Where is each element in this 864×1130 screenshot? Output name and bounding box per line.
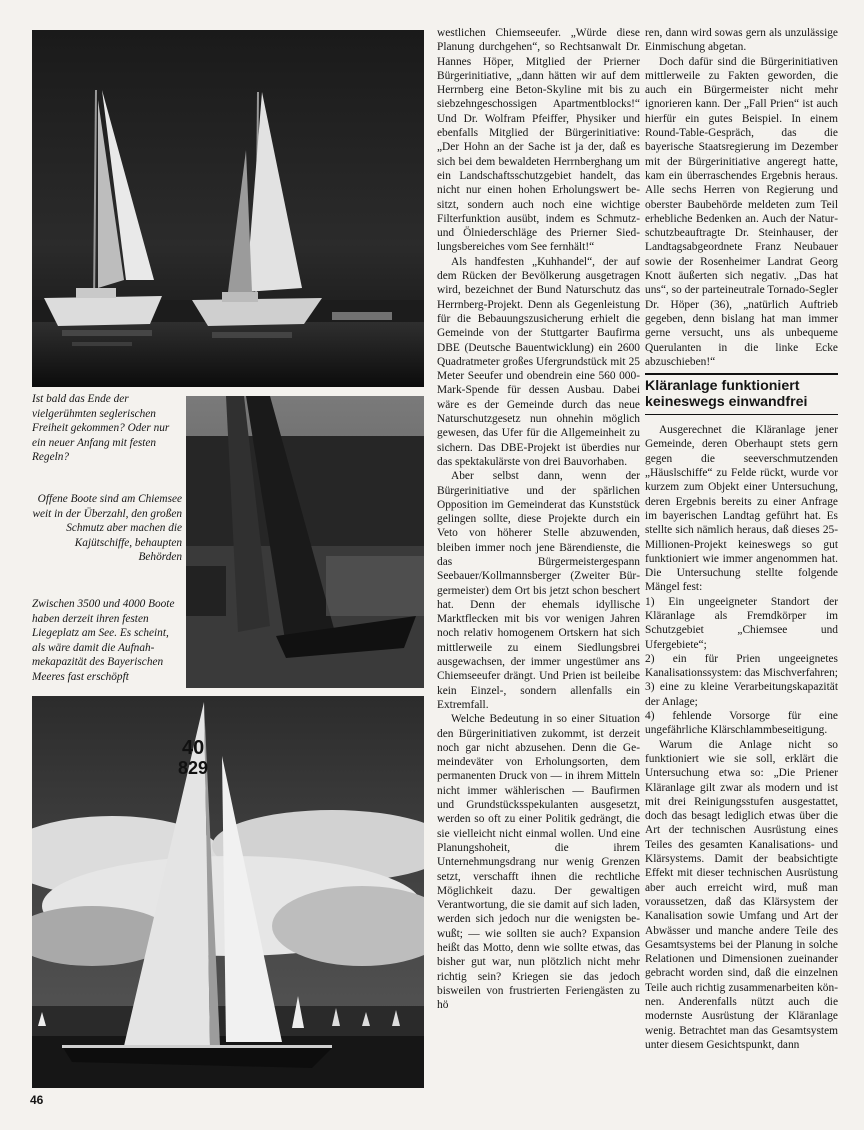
- caption-open-boats: Offene Boote sind am Chiemsee weit in der Überzahl, den großen Schmutz aber machen die Kajütschiffe, behaupten Behörden: [32, 493, 182, 564]
- col1-paragraph-3: Aber selbst dann, wenn der Bürgerinitiative und der spärlichen Opposition im Gemeinderat das Kunststück gelingen sollte, diese Projekte durch ein Veto von höherer Stelle abzuwenden, bleiben immer noch jene Bärendienste, die das Bürgermeistergespann Seebauer/Kollmannsberger (Zweiter Bürgermeister) dem Ort bis jetzt schon beschert hat. Denn der ehemals idyllische Marktflecken mit bis vor wenigen Jahren noch relativ homogenem Ortskern hat sich mittlerweile zu einem Siedlungsbrei ausgewachsen, der immer ungestümer ans Chiemseeufer drängt. Und Prien ist beileibe kein Einzel-, sondern allenfalls ein Extremfall.: [437, 470, 640, 711]
- list-item-4: 4) fehlende Vorsorge für eine ungefährliche Klärschlammbeseitigung.: [645, 710, 838, 737]
- col2-paragraph-1: ren, dann wird sowas gern als unzulässige Einmischung abgetan.: [645, 27, 838, 54]
- page-number: 46: [30, 1093, 44, 1107]
- col2-paragraph-4: Warum die Anlage nicht so funktioniert wie sie soll, erklärt die Untersuchung etwa so: „Die Priener Kläranlage gilt zwar als modern und ist mit drei Reinigungsstufen ausgestattet, doch das besagt lediglich etwas über die Art der technischen Ausrüstung eines Teiles des gesamten Kanalisations- und Klärsystems. Damit der beabsichtigte Effekt mit dieser technischen Ausrüstung aber auch erreicht wird, muß man voraussetzen, daß das Klärsystem der Kanalisation sowie Umfang und Art der Abwässer und manche andere Teile des Gesamtsystems bei der Planung in solche Relationen und Dimensionen zueinander gebracht worden sind, daß die einzelnen Teile auch richtig zusammenarbeiten können. Anderenfalls nützt auch die modernste Ausrüstung der Kläranlage wenig. Betrachtet man das Gesamtsystem unter diesem Gesichtspunkt, dann: [645, 738, 838, 1051]
- col1-paragraph-1: westlichen Chiemseeufer. „Würde diese Planung durchgehen“, so Rechtsanwalt Dr. Hannes Höper, Mitglied der Prierner Bürgerinitiative, „dann hätten wir auf dem Herrnberg eine Beton-Skyline mit bis zu siebzehngeschossigen Apartmentblocks!“ Und Dr. Wolfram Pfeiffer, Physiker und ebenfalls Mitglied der Bürgerinitiative: „Der Hohn an der Sache ist ja der, daß es sich bei dem bewaldeten Herrnberghang um ein Landschaftsschutzgebiet handelt, das nicht nur einen hohen Erholungswert besitzt, sondern auch noch eine wichtige Filterfunktion ausübt, indem es Schmutz- und Ölniederschläge des Prierner Siedlungsbereiches vom See fernhält!“: [437, 27, 640, 254]
- caption-freedom: Ist bald das Ende der vielgerühmten seglerischen Freiheit gekommen? Oder nur ein neuer Anfang mit festen Regeln?: [32, 393, 170, 464]
- sail-number-bottom: 829: [178, 758, 209, 778]
- sail-number-top: 40: [182, 737, 205, 759]
- col1-paragraph-4: Welche Bedeutung in so einer Situation den Bürgerinitiativen zukommt, ist derzeit noch gar nicht abzusehen. Denn die Gemeindeväter von Erholungsorten, dem permanenten Druck von — in ihrem Mitteln nicht immer wählerischen — Baufirmen und Grundstücksspekulanten ausgesetzt, werden so oft zu einer Politik gedrängt, die sie vielleicht nicht einmal wollen. Und eine Planungshoheit, die ihrem Unternehmungsdrang nur wenig Grenzen setzt, verschafft ihnen die rechtliche Möglichkeit dazu. Der gewaltigen Verantwortung, die sie damit auf sich laden, werden sich jedoch nur die wenigsten bewußt; — wie sollten sie auch? Expansion heißt das Motto, denn wie sollte etwas, das bisher gut war, nun plötzlich nicht mehr richtig sein? Kriegen sie das jedoch bisweilen von frustrierten Feriengästen zu hö: [437, 713, 640, 1012]
- photo-regatta-sail: [32, 696, 424, 1088]
- section-headline: Kläranlage funktioniert keineswegs einwandfrei: [645, 373, 838, 415]
- list-item-1: 1) Ein ungeeigneter Standort der Kläranlage als Fremdkörper im Schutzgebiet „Chiemsee und Ufergebiete“;: [645, 595, 838, 651]
- caption-moorings: Zwischen 3500 und 4000 Boote haben derzeit ihren festen Liegeplatz am See. Es scheint, als wäre damit die Aufnahmekapazität des Bayerischen Meeres fast erschöpft: [32, 598, 175, 683]
- article-column-2: [645, 26, 838, 1052]
- photo-open-boats: [186, 396, 424, 688]
- col2-paragraph-3: Ausgerechnet die Kläranlage jener Gemeinde, deren Oberhaupt stets gern gegen die seeverschmutzenden „Häuslschiffe“ zu Felde rückt, wurde vor kurzem zum Objekt einer Untersuchung, deren Ergebnis bereits zu einer Anfrage im bayerischen Landtag geführt hat. Es stellte sich nämlich heraus, daß dieses 25-Millionen-Projekt keineswegs so gut funktioniert wie immer angenommen hat. Die Untersuchung stellte folgende Mängel fest:: [645, 424, 838, 594]
- photo-yachts-dusk: [32, 30, 424, 387]
- list-item-3: 3) eine zu kleine Verarbeitungskapazität der Anlage;: [645, 681, 838, 708]
- list-item-2: 2) ein für Prien ungeeignetes Kanalisationssystem: das Mischverfahren;: [645, 652, 838, 680]
- col2-paragraph-2: Doch dafür sind die Bürgerinitiativen mittlerweile zu Fakten geworden, die auch ein Bürgermeister nicht mehr ignorieren kann. Der „Fall Prien“ ist auch hierfür ein gutes Beispiel. In einem Round-Table-Gespräch, das die bayerische Staatsregierung im Dezember mit der Bürgerinitiative angeregt hatte, kam ein überraschendes Ergebnis heraus. Alle sechs Herren von Regierung und oberster Baubehörde meldeten zum Teil erhebliche Bedenken an. Auch der Naturschutzbeauftragte Dr. Steinhauser, der Landtagsabgeordnete Franz Neubauer sowie der Rosenheimer Landrat Georg Knott äußerten sich negativ. „Das hat uns“, so der parteineutrale Tornado-Segler Dr. Höper (36), „natürlich Auftrieb gegeben, denn bislang hat man immer gerne versucht, uns als unbequeme Querulanten in die linke Ecke abzuschieben!“: [645, 55, 838, 368]
- article-column-1: [437, 26, 640, 1012]
- col1-paragraph-2: Als handfesten „Kuhhandel“, der auf dem Rücken der Bevölkerung ausgetragen wird, bezeichnet der Bund Naturschutz das Herrnberg-Projekt. Denn als Gegenleistung für die Bebauungszusicherung erhielt die Gemeinde von der Stuttgarter Baufirma DBE (Deutsche Bauentwicklung) ein 2600 Quadratmeter großes Ufergrundstück mit 25 Meter Seeufer und obendrein eine 560 000-Mark-Spende für dessen Ausbau. Dabei wäre es der Gemeinde durch das neue Naturschutzgesetz nun ohnehin möglich gewesen, das Ufer für die Allgemeinheit zu sichern. Das DBE-Projekt ist überdies nur das spektakulärste von drei Bauvorhaben.: [437, 255, 640, 468]
